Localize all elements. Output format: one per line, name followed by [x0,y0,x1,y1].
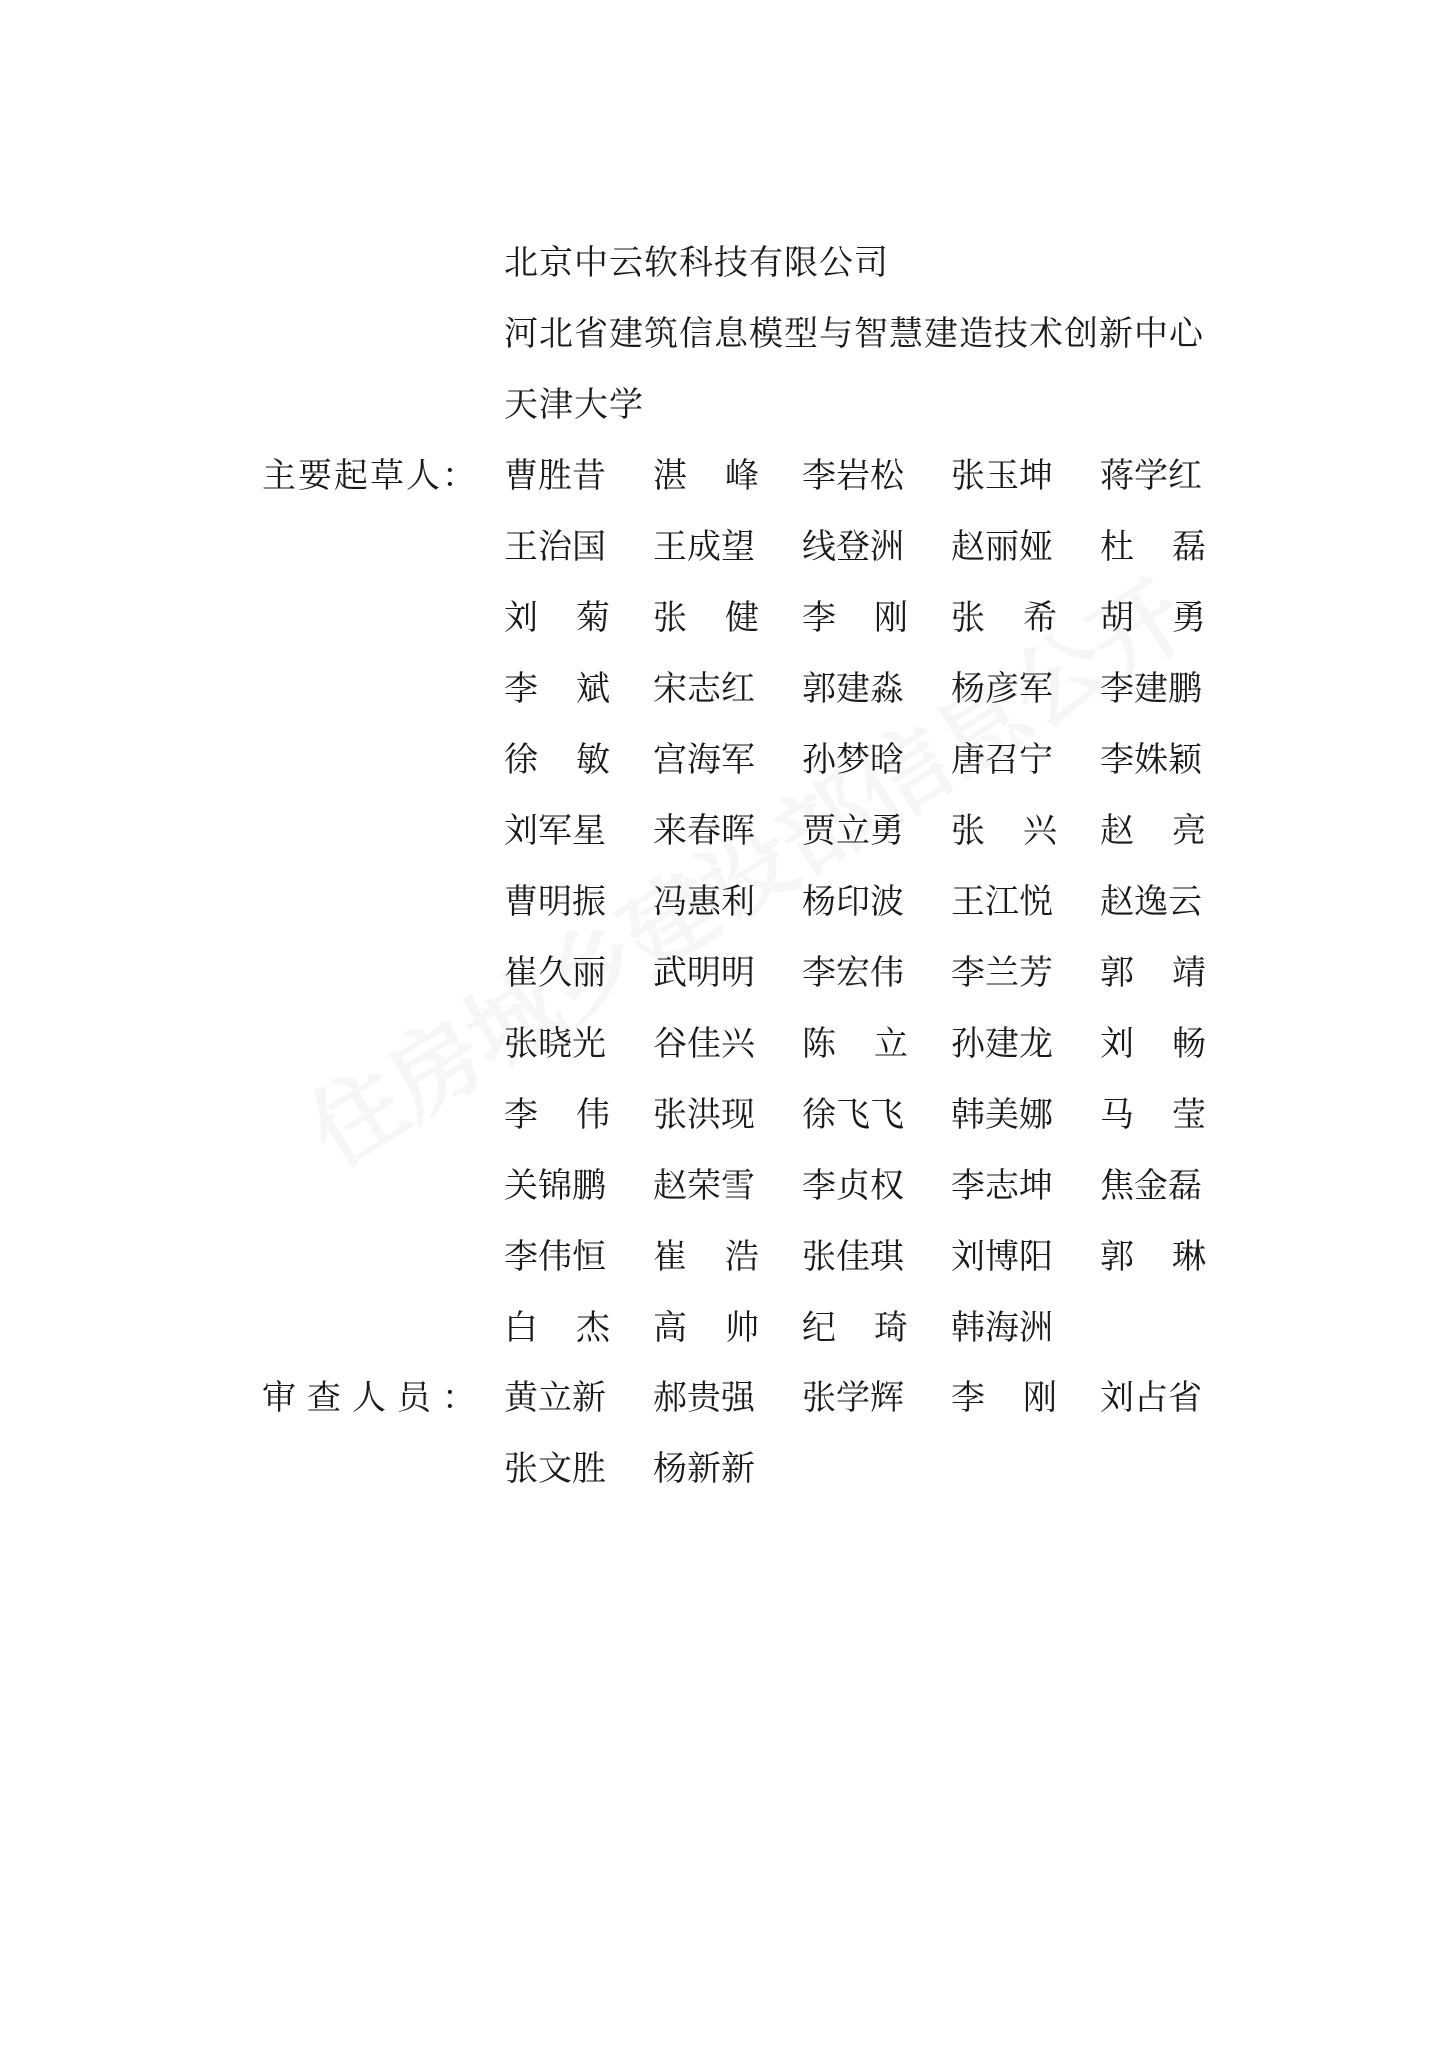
person-name: 贾立勇 [802,811,904,851]
person-name: 郭靖 [1100,953,1244,993]
person-name: 郭建淼 [802,669,904,709]
person-name: 张文胜 [504,1449,606,1489]
person-name: 徐飞飞 [802,1095,904,1135]
person-name: 唐召宁 [951,740,1053,780]
person-name: 崔久丽 [504,953,606,993]
person-name: 赵亮 [1100,811,1244,851]
person-name: 李兰芳 [951,953,1053,993]
person-name: 线登洲 [802,527,904,567]
person-name: 孙梦晗 [802,740,904,780]
person-name: 王成望 [653,527,755,567]
person-name: 杨印波 [802,882,904,922]
person-name: 郭琳 [1100,1237,1244,1277]
person-name: 李宏伟 [802,953,904,993]
organization-list [504,236,1204,449]
person-name: 张学辉 [802,1378,904,1418]
person-name: 李伟 [504,1095,648,1135]
reviewers-label: 审查人员： [262,1378,487,1418]
person-name: 张健 [653,598,797,638]
person-name: 刘菊 [504,598,648,638]
person-name: 刘博阳 [951,1237,1053,1277]
person-name: 胡勇 [1100,598,1244,638]
person-name: 高帅 [653,1308,797,1348]
drafters-label: 主要起草人： [262,456,478,496]
person-name: 李志坤 [951,1166,1053,1206]
person-name: 王江悦 [951,882,1053,922]
person-name: 陈立 [802,1024,946,1064]
person-name: 赵荣雪 [653,1166,755,1206]
person-name: 李建鹏 [1100,669,1202,709]
person-name: 孙建龙 [951,1024,1053,1064]
person-name: 曹明振 [504,882,606,922]
person-name: 李贞权 [802,1166,904,1206]
person-name: 关锦鹏 [504,1166,606,1206]
person-name: 韩海洲 [951,1308,1053,1348]
person-name: 杨新新 [653,1449,755,1489]
drafters-name-grid [504,449,1249,1372]
person-name: 黄立新 [504,1378,606,1418]
organization-name: 北京中云软科技有限公司 [504,243,889,283]
person-name: 赵丽娅 [951,527,1053,567]
person-name: 杜磊 [1100,527,1244,567]
person-name: 张晓光 [504,1024,606,1064]
person-name: 李斌 [504,669,648,709]
person-name: 刘军星 [504,811,606,851]
person-name: 武明明 [653,953,755,993]
person-name: 张佳琪 [802,1237,904,1277]
person-name: 王治国 [504,527,606,567]
person-name: 纪琦 [802,1308,946,1348]
person-name: 张兴 [951,811,1095,851]
person-name: 马莹 [1100,1095,1244,1135]
person-name: 刘占省 [1100,1378,1202,1418]
person-name: 湛峰 [653,456,797,496]
person-name: 蒋学红 [1100,456,1202,496]
person-name: 宋志红 [653,669,755,709]
person-name: 刘畅 [1100,1024,1244,1064]
person-name: 张希 [951,598,1095,638]
person-name: 冯惠利 [653,882,755,922]
organization-name: 河北省建筑信息模型与智慧建造技术创新中心 [504,314,1204,354]
person-name: 谷佳兴 [653,1024,755,1064]
person-name: 张洪现 [653,1095,755,1135]
reviewers-name-grid [504,1371,1249,1513]
person-name: 曹胜昔 [504,456,606,496]
person-name: 宫海军 [653,740,755,780]
organization-name: 天津大学 [504,385,644,425]
person-name: 李岩松 [802,456,904,496]
person-name: 崔浩 [653,1237,797,1277]
person-name: 韩美娜 [951,1095,1053,1135]
person-name: 来春晖 [653,811,755,851]
person-name: 焦金磊 [1100,1166,1202,1206]
person-name: 赵逸云 [1100,882,1202,922]
person-name: 李刚 [951,1378,1095,1418]
person-name: 李刚 [802,598,946,638]
person-name: 张玉坤 [951,456,1053,496]
person-name: 郝贵强 [653,1378,755,1418]
person-name: 杨彦军 [951,669,1053,709]
person-name: 李姝颖 [1100,740,1202,780]
person-name: 白杰 [504,1308,648,1348]
person-name: 李伟恒 [504,1237,606,1277]
person-name: 徐敏 [504,740,648,780]
